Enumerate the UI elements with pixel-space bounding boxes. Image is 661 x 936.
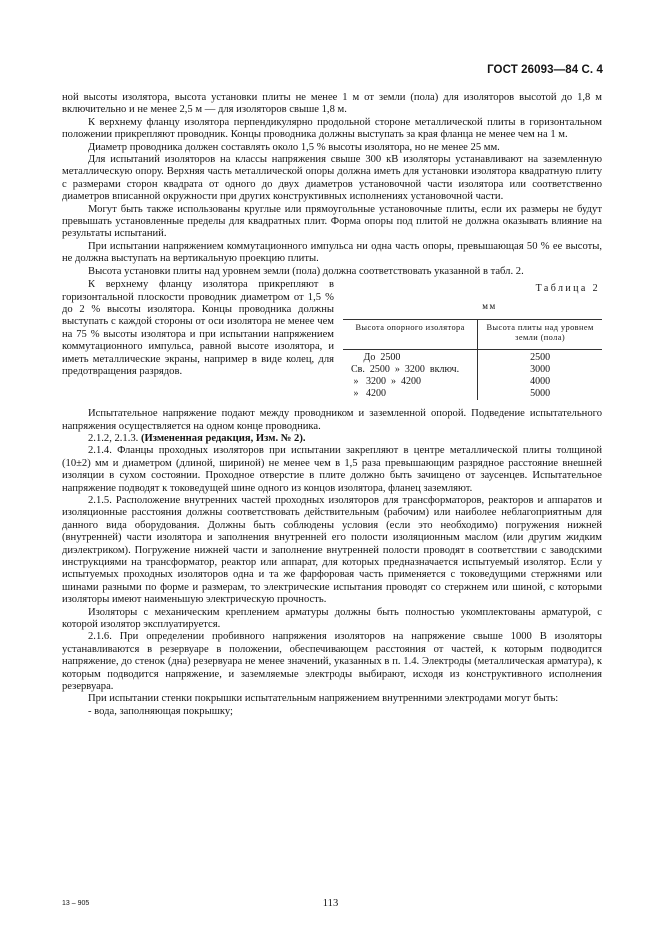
paragraph: При испытании стенки покрышки испытательным напряжением внутренними электродами могут быть: bbox=[88, 693, 559, 705]
paragraph: Для испытаний изоляторов на классы напряжения свыше 300 кВ изоляторы устанавливают на заземленную металлическую опору. Верхняя часть металлической опоры должна иметь для установки изолятора квадратную плиту с размерами сторон квадрата от одного до двух диаметров установочной части изолятора или соответственно диаметров вписанной окружности при других конструктивных исполнениях установочной части. bbox=[62, 154, 602, 203]
paragraph: Диаметр проводника должен составлять около 1,5 % высоты изолятора, но не менее 25 мм. bbox=[88, 141, 500, 153]
table-grid bbox=[343, 319, 602, 400]
page-header: ГОСТ 26093—84 С. 4 bbox=[487, 64, 603, 76]
print-code: 13 – 905 bbox=[62, 900, 90, 907]
document-body bbox=[62, 92, 602, 718]
table-row bbox=[343, 388, 602, 400]
paragraph: ной высоты изолятора, высота установки плиты не менее 1 м от земли (пола) для изоляторов высотой до 1,8 м включительно и не менее 2,5 м — для изоляторов свыше 1,8 м. bbox=[62, 92, 602, 116]
amendment-note: (Измененная редакция, Изм. № 2). bbox=[140, 432, 306, 444]
paragraph: К верхнему фланцу изолятора перпендикулярно продольной стороне металлической плиты в горизонтальном положении прикрепляют проводник. Концы проводника должны выступать за края фланца не менее чем на 1 м. bbox=[62, 116, 602, 141]
paragraph: 2.1.4. Фланцы проходных изоляторов при испытании закрепляют в центре металлической плиты толщиной (10±2) мм и диаметром (длиной, шириной) не менее чем в 1,5 раза превышающим разрядное расстояние внешней изоляции в сухом состоянии. Проходное отверстие в плите должно быть зачищено от заусенцев. Испытательное напряжение подводят к токоведущей шине одного из концов изолятора, фланец заземляют. bbox=[62, 445, 602, 494]
paragraph: Испытательное напряжение подают между проводником и заземленной опорой. Подведение испытательного напряжения осуществляется на одном конце проводника. bbox=[62, 408, 602, 432]
table-cell: 5000 bbox=[530, 387, 551, 399]
paragraph: Могут быть также использованы круглые или прямоугольные установочные плиты, если их размеры не будут превышать установленные пределы для квадратных плит. Форма опоры под плитой не должна оказывать влияние на результаты испытаний. bbox=[62, 203, 602, 240]
table-cell: 2500 bbox=[530, 351, 551, 363]
table-cell: » 4200 bbox=[343, 388, 478, 400]
amendment-numbers: 2.1.2, 2.1.3. bbox=[88, 432, 141, 444]
list-item: - вода, заполняющая покрышку; bbox=[88, 705, 233, 717]
table-cell: » 3200 » 4200 bbox=[343, 376, 478, 388]
table-col-header: Высота плиты над уровнем земли (пола) bbox=[478, 319, 602, 349]
table-cell: 3000 bbox=[530, 363, 551, 375]
paragraph: При испытании напряжением коммутационного импульса ни одна часть опоры, превышающая 50 % ее высоты, не должна выступать на вертикальную проекцию плиты. bbox=[62, 240, 602, 265]
paragraph: Высота установки плиты над уровнем земли (пола) должна соответствовать указанной в табл. 2. bbox=[88, 265, 524, 277]
text-and-table-block bbox=[62, 279, 602, 407]
table-unit: мм bbox=[482, 300, 497, 311]
table-caption: Таблица 2 bbox=[535, 283, 600, 295]
table-cell: Св. 2500 » 3200 включ. bbox=[343, 364, 478, 376]
page-number: 113 bbox=[322, 898, 339, 909]
paragraph: Изоляторы с механическим креплением арматуры должны быть полностью укомплектованы арматурой, с которой изолятор эксплуатируется. bbox=[62, 606, 602, 630]
amendment-paragraph bbox=[62, 433, 602, 445]
table-2 bbox=[343, 279, 602, 400]
table-cell: 4000 bbox=[530, 375, 551, 387]
side-text-column bbox=[62, 279, 334, 378]
paragraph: 2.1.5. Расположение внутренних частей проходных изоляторов для трансформаторов, реакторов и аппаратов и изоляционные расстояния должны соответствовать действительным (рабочим) или наиболее неблагоприятным для данного вида оборудования. Должны быть соблюдены условия (если это необходимо) погружения нижней (внутренней) части изолятора и заполнения внутренней его полости изоляционным маслом (или другим жидким диэлектриком). Погружение нижней части и заполнение внутренней полости проводят в соответствии с заводскими инструкциями на трансформатор, реактор или аппарат, для которых предназначается испытуемый изолятор. Если у испытуемых проходных изоляторов одна и та же фарфоровая часть применяется с токоведущими стержнями или шинами разными по форме и размерам, то электрические испытания проводят со стержнем или шиной, с которыми изоляторы имеют наименьшую электрическую прочность. bbox=[62, 494, 602, 606]
side-paragraph: К верхнему фланцу изолятора прикрепляют в горизонтальной плоскости проводник диаметром от 1,5 % до 2 % высоты изолятора. Концы проводника должны выступать с каждой стороны от оси изолятора не менее чем на 75 % высоты изолятора и при испытании напряжением коммутационного импульса, равной высоте изолятора, и иметь металлические экраны, например в виде колец, для предотвращения разрядов. bbox=[62, 279, 334, 377]
table-row bbox=[343, 349, 602, 364]
table-cell: До 2500 bbox=[343, 349, 478, 364]
paragraph: 2.1.6. При определении пробивного напряжения изоляторов на напряжение свыше 1000 В изоляторы устанавливаются в резервуаре в положении, обеспечивающем расстояния от частей, к которым подводится напряжение, до стенок (дна) резервуара не менее значений, указанных в п. 1.4. Электроды (металлическая арматура), к которым подводится напряжение, и заземляемые электроды выбирают, исходя из конструктивного исполнения резервуара. bbox=[62, 631, 602, 693]
table-row bbox=[343, 376, 602, 388]
table-col-header: Высота опорного изолятора bbox=[343, 319, 478, 349]
table-row bbox=[343, 364, 602, 376]
